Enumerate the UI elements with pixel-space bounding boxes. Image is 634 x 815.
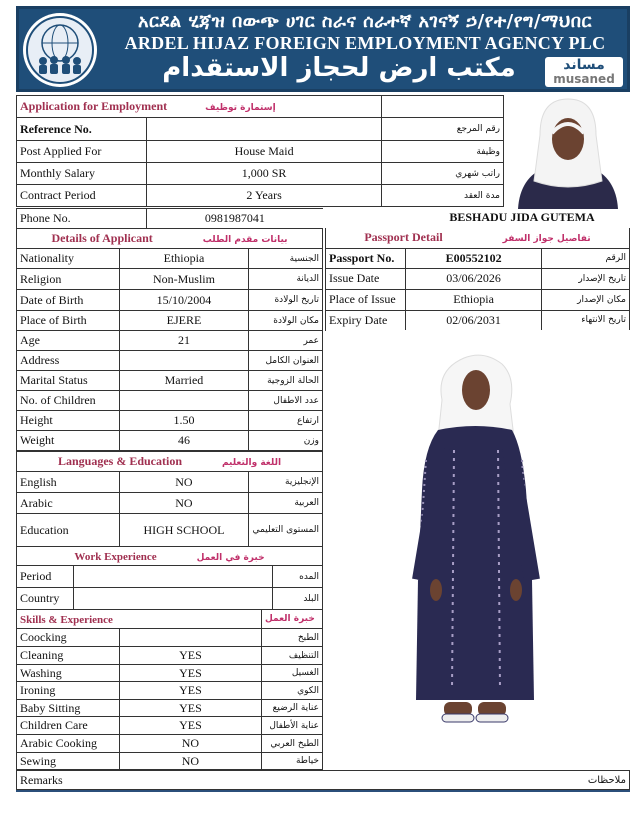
- table-row: [17, 647, 323, 665]
- remarks-table: [16, 770, 630, 790]
- field-label-ar: الجنسية: [249, 249, 323, 269]
- skill-label: Cleaning: [17, 647, 120, 665]
- application-title-ar: إستمارة توظيف: [205, 103, 276, 113]
- table-row: [17, 700, 323, 717]
- table-row: [17, 431, 323, 451]
- skill-value: YES: [119, 647, 261, 665]
- field-label: Nationality: [17, 249, 120, 269]
- field-label-ar: المستوى التعليمي: [249, 514, 323, 547]
- field-label: Arabic: [17, 493, 120, 514]
- applicant-name: BESHADU JIDA GUTEMA: [449, 210, 595, 224]
- field-label-ar: عدد الاطفال: [249, 391, 323, 411]
- field-label: Expiry Date: [326, 310, 406, 330]
- field-label-ar: العربية: [249, 493, 323, 514]
- skill-value: YES: [119, 682, 261, 700]
- field-value: Ethiopia: [119, 249, 248, 269]
- field-label: Monthly Salary: [17, 163, 147, 185]
- bottom-divider: [16, 790, 630, 792]
- skill-label: Washing: [17, 665, 120, 682]
- remarks-label-ar: ملاحظات: [338, 771, 630, 790]
- phone-table: [16, 208, 323, 229]
- table-row: [17, 141, 504, 163]
- field-label-ar: مكان الإصدار: [542, 289, 630, 310]
- field-value: 1,000 SR: [146, 163, 381, 185]
- field-value: 46: [119, 431, 248, 451]
- table-row: [17, 185, 504, 207]
- table-row: [17, 771, 630, 790]
- field-value: Ethiopia: [405, 289, 541, 310]
- applicant-details-table: [16, 228, 323, 451]
- table-row: [17, 665, 323, 682]
- skill-label: Sewing: [17, 753, 120, 770]
- field-value: Non-Muslim: [119, 269, 248, 290]
- field-label: Age: [17, 331, 120, 351]
- field-label-ar: البلد: [273, 588, 323, 610]
- skill-label: Baby Sitting: [17, 700, 120, 717]
- skill-value: YES: [119, 665, 261, 682]
- skill-value: NO: [119, 735, 261, 753]
- skill-label: Arabic Cooking: [17, 735, 120, 753]
- table-row: [17, 209, 324, 229]
- field-value: NO: [119, 493, 249, 514]
- field-value: 03/06/2026: [405, 268, 541, 289]
- field-label: Passport No.: [326, 248, 406, 268]
- field-label: Contract Period: [17, 185, 147, 207]
- skill-label: Coocking: [17, 629, 120, 647]
- skill-value: [119, 629, 261, 647]
- applicant-full-body-photo: [326, 330, 630, 770]
- languages-section-title-ar: اللغة والتعليم: [222, 458, 282, 468]
- musaned-english: musaned: [553, 72, 615, 86]
- skill-label-ar: عناية الرضيع: [262, 700, 323, 717]
- field-label: Issue Date: [326, 268, 406, 289]
- field-label: Education: [17, 514, 120, 547]
- skill-value: YES: [119, 717, 261, 735]
- field-value: [73, 566, 272, 588]
- field-label-ar: الرقم: [542, 248, 630, 268]
- skill-label-ar: الطبخ: [262, 629, 323, 647]
- field-label: Date of Birth: [17, 290, 120, 311]
- passport-table: [325, 228, 630, 331]
- table-row: [326, 289, 630, 310]
- applicant-section-title-ar: بيانات مقدم الطلب: [202, 235, 288, 245]
- field-label: Religion: [17, 269, 120, 290]
- field-label: Reference No.: [17, 118, 147, 141]
- musaned-logo: [545, 57, 623, 87]
- application-title: Application for Employment: [20, 99, 168, 113]
- field-label: Place of Birth: [17, 311, 120, 331]
- passport-section-title-ar: تفاصيل جواز السفر: [502, 234, 591, 245]
- field-label-ar: تاريخ الانتهاء: [542, 310, 630, 330]
- skills-section-title: Skills & Experience: [20, 613, 113, 626]
- table-row: [17, 351, 323, 371]
- field-label: Post Applied For: [17, 141, 147, 163]
- languages-section-title: Languages & Education: [57, 454, 182, 468]
- table-row: [17, 566, 323, 588]
- table-row: [17, 514, 323, 547]
- table-row: [17, 163, 504, 185]
- field-label: Phone No.: [17, 209, 147, 229]
- field-label-ar: الحالة الزوجية: [249, 371, 323, 391]
- table-row: [17, 249, 323, 269]
- field-label-ar: تاريخ الإصدار: [542, 268, 630, 289]
- field-label-ar: مدة العقد: [382, 185, 504, 207]
- skills-table: [16, 609, 323, 770]
- table-row: [17, 311, 323, 331]
- skills-section-title-ar: خبرة العمل: [262, 610, 323, 629]
- agency-header: [16, 6, 630, 92]
- passport-number: E00552102: [405, 248, 541, 268]
- field-value: [119, 391, 248, 411]
- field-label-ar: العنوان الكامل: [249, 351, 323, 371]
- table-row: [17, 371, 323, 391]
- table-row: [17, 269, 323, 290]
- field-label-ar: وظيفة: [382, 141, 504, 163]
- field-label-ar: ارتفاع: [249, 411, 323, 431]
- field-label: Marital Status: [17, 371, 120, 391]
- field-value: 02/06/2031: [405, 310, 541, 330]
- skill-label-ar: عناية الأطفال: [262, 717, 323, 735]
- skill-label-ar: الطبخ العربي: [262, 735, 323, 753]
- field-label-ar: راتب شهري: [382, 163, 504, 185]
- table-row: [17, 493, 323, 514]
- remarks-label: Remarks: [17, 771, 338, 790]
- table-row: [17, 331, 323, 351]
- field-label: Address: [17, 351, 120, 371]
- skill-value: YES: [119, 700, 261, 717]
- field-value: 15/10/2004: [119, 290, 248, 311]
- field-value: HIGH SCHOOL: [119, 514, 249, 547]
- table-row: [17, 411, 323, 431]
- field-label: No. of Children: [17, 391, 120, 411]
- agency-logo: [23, 13, 97, 87]
- table-row: [17, 629, 323, 647]
- skill-value: NO: [119, 753, 261, 770]
- table-row: [17, 753, 323, 770]
- skill-label: Ironing: [17, 682, 120, 700]
- table-row: [17, 472, 323, 493]
- field-label-ar: وزن: [249, 431, 323, 451]
- table-row: [17, 391, 323, 411]
- field-label-ar: الإنجليزية: [249, 472, 323, 493]
- field-label-ar: المده: [273, 566, 323, 588]
- table-row: [17, 682, 323, 700]
- field-value: [146, 118, 381, 141]
- table-row: [17, 717, 323, 735]
- skill-label: Children Care: [17, 717, 120, 735]
- field-label: Period: [17, 566, 74, 588]
- table-row: [326, 248, 630, 268]
- field-label: Country: [17, 588, 74, 610]
- skill-label-ar: خياطة: [262, 753, 323, 770]
- passport-section-title: Passport Detail: [364, 230, 443, 245]
- field-value: Married: [119, 371, 248, 391]
- field-value: House Maid: [146, 141, 381, 163]
- field-label-ar: مكان الولادة: [249, 311, 323, 331]
- work-section-title: Work Experience: [74, 550, 157, 563]
- skill-label-ar: الغسيل: [262, 665, 323, 682]
- table-row: [17, 588, 323, 610]
- table-row: [326, 268, 630, 289]
- field-value: 21: [119, 331, 248, 351]
- application-table: [16, 95, 504, 207]
- table-row: [17, 118, 504, 141]
- field-value: 2 Years: [146, 185, 381, 207]
- field-label: Weight: [17, 431, 120, 451]
- field-label-ar: عمر: [249, 331, 323, 351]
- field-label: Height: [17, 411, 120, 431]
- field-label: English: [17, 472, 120, 493]
- table-row: [17, 290, 323, 311]
- field-label-ar: رقم المرجع: [382, 118, 504, 141]
- field-value: EJERE: [119, 311, 248, 331]
- field-value: [73, 588, 272, 610]
- musaned-arabic: مساند: [563, 57, 605, 73]
- table-row: [326, 310, 630, 330]
- skill-label-ar: التنظيف: [262, 647, 323, 665]
- field-value: NO: [119, 472, 249, 493]
- field-label-ar: الديانة: [249, 269, 323, 290]
- header-amharic-name: አርደል ሂጃዝ በውጭ ሀገር ስራና ሰራተኛ አገናኝ ኃ/የተ/የግ/ማህበር: [138, 11, 592, 32]
- field-value: 1.50: [119, 411, 248, 431]
- field-label-ar: تاريخ الولادة: [249, 290, 323, 311]
- field-label: Place of Issue: [326, 289, 406, 310]
- languages-table: [16, 451, 323, 547]
- skill-label-ar: الكوي: [262, 682, 323, 700]
- applicant-portrait-photo: [506, 95, 630, 209]
- field-value: [119, 351, 248, 371]
- table-row: [17, 735, 323, 753]
- applicant-section-title: Details of Applicant: [51, 231, 153, 245]
- phone-value: 0981987041: [146, 209, 323, 229]
- work-experience-table: [16, 546, 323, 610]
- work-section-title-ar: خبرة في العمل: [196, 552, 265, 563]
- header-english-name: ARDEL HIJAZ FOREIGN EMPLOYMENT AGENCY PLC: [124, 33, 606, 53]
- header-arabic-name: مكتب ارض لحجاز الاستقدام: [162, 53, 516, 83]
